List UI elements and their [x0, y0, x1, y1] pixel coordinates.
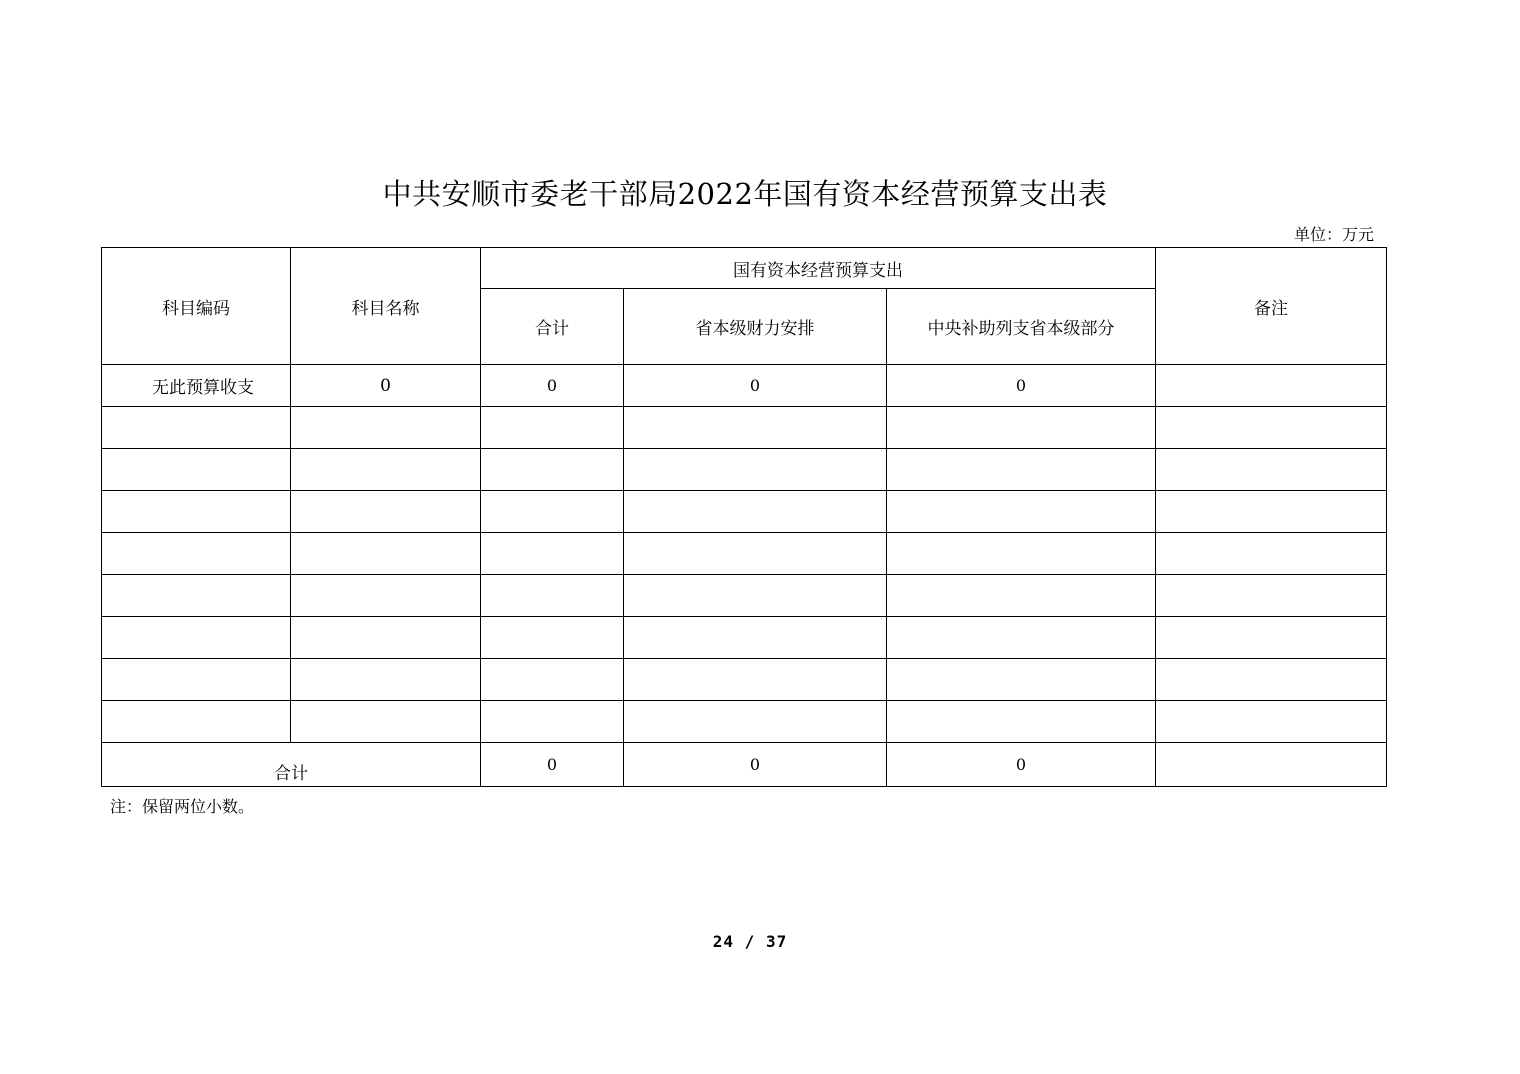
cell-total — [481, 533, 624, 575]
total-provincial: 0 — [624, 743, 887, 787]
cell-remark — [1156, 659, 1387, 701]
header-remark: 备注 — [1156, 248, 1387, 365]
cell-provincial — [624, 617, 887, 659]
total-remark — [1156, 743, 1387, 787]
header-name: 科目名称 — [291, 248, 481, 365]
cell-remark — [1156, 575, 1387, 617]
cell-remark — [1156, 533, 1387, 575]
cell-central — [887, 575, 1156, 617]
table-row — [102, 659, 1387, 701]
cell-name — [291, 533, 481, 575]
total-total: 0 — [481, 743, 624, 787]
cell-total: 0 — [481, 365, 624, 407]
budget-table — [101, 247, 1387, 787]
cell-name — [291, 617, 481, 659]
cell-remark — [1156, 491, 1387, 533]
table-row — [102, 449, 1387, 491]
cell-provincial — [624, 491, 887, 533]
cell-central — [887, 491, 1156, 533]
cell-code: 无此预算收支 — [102, 365, 291, 407]
table-row — [102, 575, 1387, 617]
document-title: 中共安顺市委老干部局2022年国有资本经营预算支出表 — [382, 177, 1108, 211]
cell-provincial: 0 — [624, 365, 887, 407]
total-row — [102, 743, 1387, 787]
table-row — [102, 533, 1387, 575]
cell-name — [291, 575, 481, 617]
header-group: 国有资本经营预算支出 — [481, 248, 1156, 289]
cell-code — [102, 491, 291, 533]
header-code: 科目编码 — [102, 248, 291, 365]
cell-remark — [1156, 449, 1387, 491]
cell-code — [102, 449, 291, 491]
cell-code — [102, 407, 291, 449]
table-row — [102, 407, 1387, 449]
page-number: 24 / 37 — [712, 932, 788, 951]
footnote: 注：保留两位小数。 — [110, 797, 255, 816]
table-row — [102, 365, 1387, 407]
cell-central: 0 — [887, 365, 1156, 407]
unit-label: 单位：万元 — [1293, 225, 1374, 244]
cell-central — [887, 617, 1156, 659]
table-row — [102, 701, 1387, 743]
cell-provincial — [624, 449, 887, 491]
cell-code — [102, 701, 291, 743]
cell-remark — [1156, 365, 1387, 407]
cell-provincial — [624, 533, 887, 575]
cell-total — [481, 449, 624, 491]
cell-provincial — [624, 575, 887, 617]
cell-provincial — [624, 659, 887, 701]
cell-name — [291, 701, 481, 743]
cell-total — [481, 407, 624, 449]
cell-total — [481, 617, 624, 659]
header-provincial: 省本级财力安排 — [624, 289, 887, 365]
cell-central — [887, 407, 1156, 449]
cell-name: 0 — [291, 365, 481, 407]
cell-total — [481, 491, 624, 533]
total-label: 合计 — [102, 743, 481, 787]
header-total: 合计 — [481, 289, 624, 365]
table-row — [102, 617, 1387, 659]
cell-provincial — [624, 701, 887, 743]
header-central: 中央补助列支省本级部分 — [887, 289, 1156, 365]
header-row-top — [102, 248, 1387, 289]
cell-total — [481, 659, 624, 701]
cell-central — [887, 701, 1156, 743]
cell-total — [481, 701, 624, 743]
cell-name — [291, 449, 481, 491]
cell-code — [102, 575, 291, 617]
cell-central — [887, 533, 1156, 575]
cell-code — [102, 533, 291, 575]
cell-code — [102, 617, 291, 659]
table-row — [102, 491, 1387, 533]
cell-remark — [1156, 701, 1387, 743]
total-central: 0 — [887, 743, 1156, 787]
cell-central — [887, 449, 1156, 491]
cell-name — [291, 659, 481, 701]
cell-total — [481, 575, 624, 617]
cell-provincial — [624, 407, 887, 449]
cell-remark — [1156, 617, 1387, 659]
cell-code — [102, 659, 291, 701]
cell-central — [887, 659, 1156, 701]
cell-remark — [1156, 407, 1387, 449]
cell-name — [291, 491, 481, 533]
cell-name — [291, 407, 481, 449]
